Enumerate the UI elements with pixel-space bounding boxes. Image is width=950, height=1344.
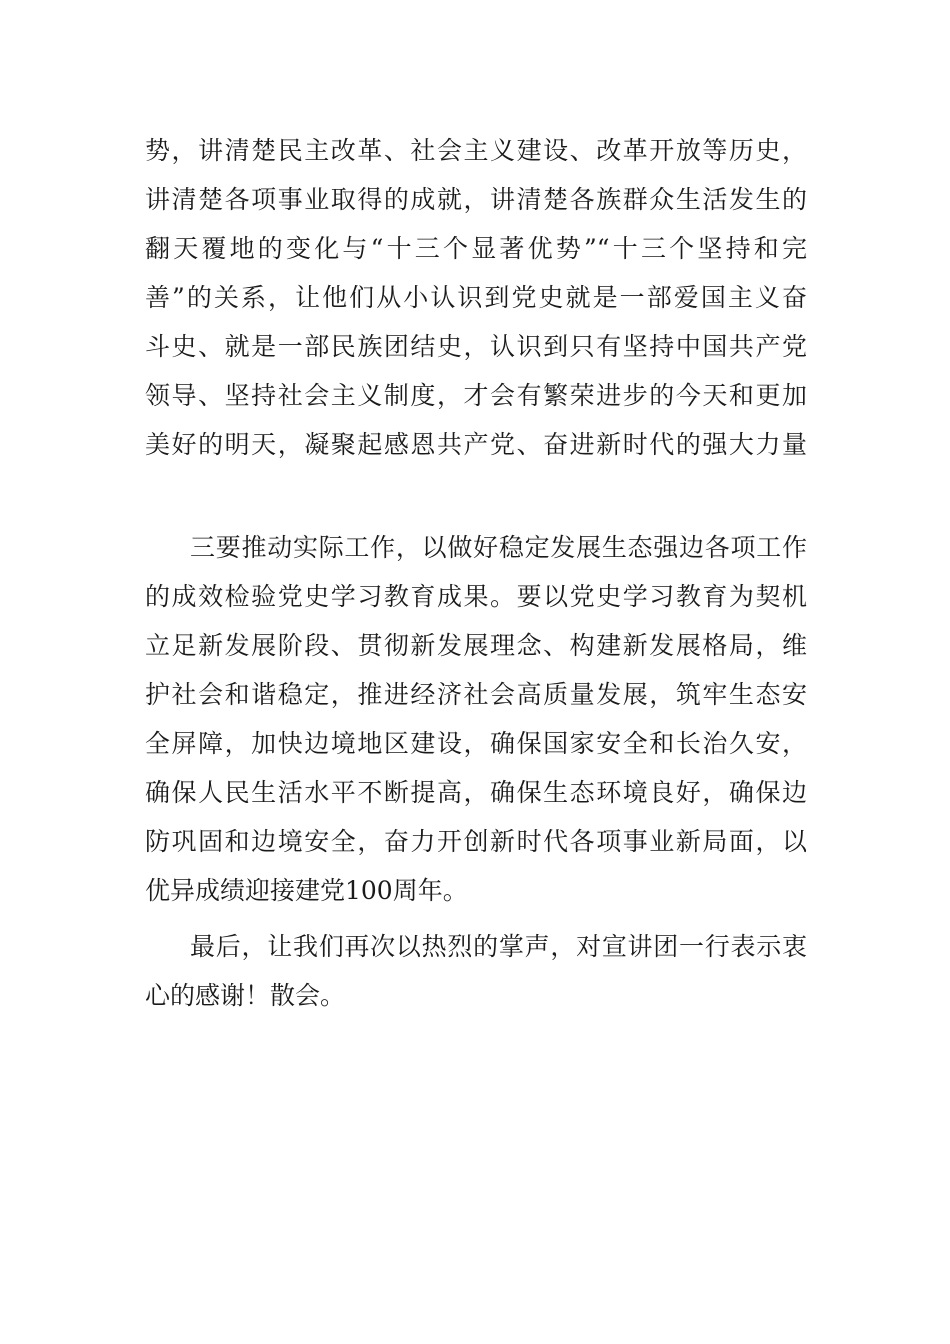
paragraph-line: 护社会和谐稳定，推进经济社会高质量发展，筑牢生态安 — [145, 680, 807, 709]
paragraph-line: 斗史、就是一部民族团结史，认识到只有坚持中国共产党 — [145, 332, 807, 361]
paragraph-line: 势，讲清楚民主改革、社会主义建设、改革开放等历史， — [145, 136, 807, 165]
paragraph-line: 领导、坚持社会主义制度，才会有繁荣进步的今天和更加 — [145, 381, 807, 410]
paragraph-line: 善”的关系，让他们从小认识到党史就是一部爱国主义奋 — [145, 283, 807, 312]
paragraph-line: 心的感谢！散会。 — [145, 981, 346, 1010]
paragraph-line: 立足新发展阶段、贯彻新发展理念、构建新发展格局，维 — [145, 631, 807, 660]
paragraph-line: 讲清楚各项事业取得的成就，讲清楚各族群众生活发生的 — [145, 185, 807, 214]
paragraph-line: 最后，让我们再次以热烈的掌声，对宣讲团一行表示衷 — [190, 932, 807, 961]
paragraph-line: 美好的明天，凝聚起感恩共产党、奋进新时代的强大力量 — [145, 430, 807, 459]
paragraph-line: 优异成绩迎接建党100周年。 — [145, 876, 468, 905]
paragraph-line: 三要推动实际工作，以做好稳定发展生态强边各项工作 — [190, 533, 807, 562]
paragraph-line: 防巩固和边境安全，奋力开创新时代各项事业新局面，以 — [145, 827, 807, 856]
paragraph-line: 全屏障，加快边境地区建设，确保国家安全和长治久安， — [145, 729, 807, 758]
paragraph-line: 翻天覆地的变化与“十三个显著优势”“十三个坚持和完 — [145, 234, 807, 263]
paragraph-line: 的成效检验党史学习教育成果。要以党史学习教育为契机 — [145, 582, 807, 611]
paragraph-line: 确保人民生活水平不断提高，确保生态环境良好，确保边 — [145, 778, 807, 807]
